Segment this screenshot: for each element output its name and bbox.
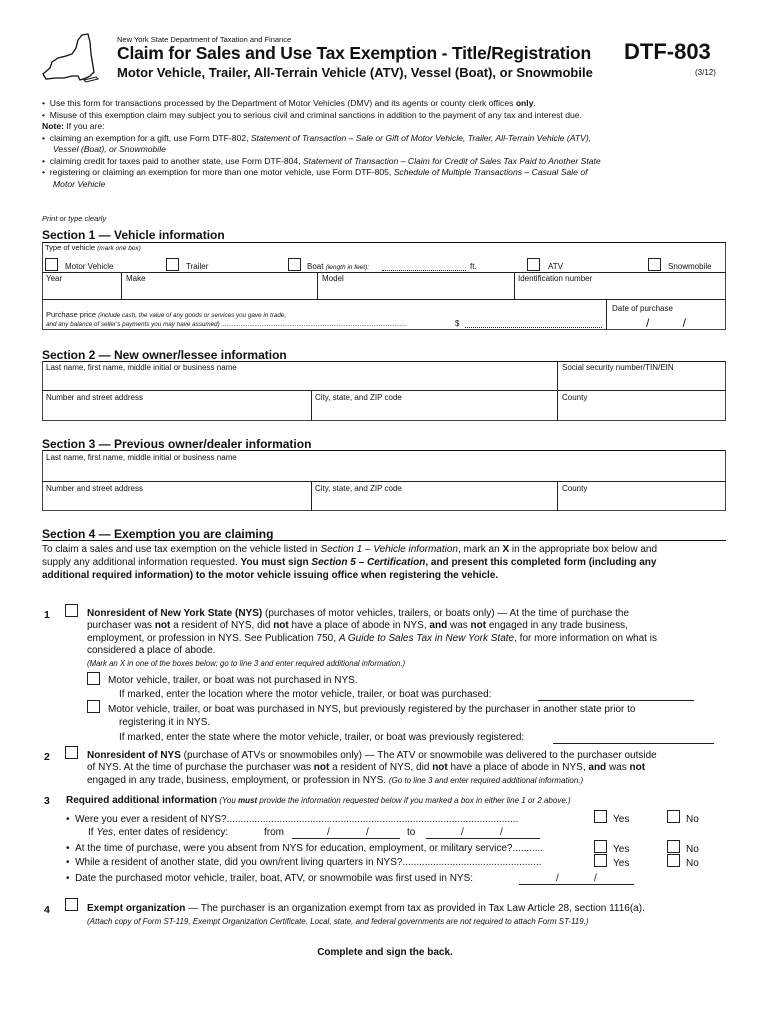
trailer-label: Trailer: [186, 262, 209, 271]
previous-state-input[interactable]: [553, 743, 714, 744]
prev-owner-city-label: City, state, and ZIP code: [315, 484, 402, 493]
q1-no-label: No: [686, 814, 699, 825]
form-number: DTF-803: [624, 39, 711, 64]
q2-yes-checkbox[interactable]: [594, 840, 607, 853]
footer-note: Complete and sign the back.: [317, 947, 453, 958]
line2-checkbox[interactable]: [65, 746, 78, 759]
note-heading: Note: If you are:: [42, 121, 105, 131]
q3-yes-label: Yes: [613, 858, 630, 869]
q2-yes-label: Yes: [613, 844, 630, 855]
line2-text: Nonresident of NYS (purchase of ATVs or snowmobiles only) — The ATV or snowmobile was delivered to the purchaser outside of NYS. At the time of purchase the purchaser was not a resident of NYS, did not have a place of abode in NYS, and was not engaged in any trade, business, employment, or profession in NYS. (Go to line 3 and enter required additional information.): [87, 750, 657, 786]
instruction-bullet: • Misuse of this exemption claim may subject you to serious civil and criminal sanctions in addition to the payment of any tax and interest due.: [42, 109, 582, 120]
line1-option2-label-cont: registering it in NYS.: [119, 717, 211, 728]
date-slash: /: [327, 827, 330, 838]
residency-dates-label: If Yes, enter dates of residency:: [88, 827, 229, 838]
form-title: Claim for Sales and Use Tax Exemption - Title/Registration: [117, 43, 591, 63]
date-slash: /: [366, 827, 369, 838]
atv-label: ATV: [548, 262, 563, 271]
new-york-state-map-icon: [38, 32, 100, 84]
prev-owner-name-label: Last name, first name, middle initial or business name: [46, 453, 237, 462]
line1-option2-if: If marked, enter the state where the motor vehicle, trailer, or boat was previously registered:: [119, 732, 525, 743]
q3-yes-checkbox[interactable]: [594, 854, 607, 867]
id-number-label: Identification number: [518, 274, 593, 283]
line1-option2-checkbox[interactable]: [87, 700, 100, 713]
line1-number: 1: [44, 609, 50, 621]
line1-option1-checkbox[interactable]: [87, 672, 100, 685]
date-slash: /: [461, 827, 464, 838]
instruction-bullet: • Use this form for transactions processed by the Department of Motor Vehicles (DMV) and its agents or county clerk offices only.: [42, 98, 536, 108]
form-subtitle: Motor Vehicle, Trailer, All-Terrain Vehicle (ATV), Vessel (Boat), or Snowmobile: [117, 65, 593, 80]
line2-number: 2: [44, 751, 50, 763]
section3-title: Section 3 — Previous owner/dealer information: [42, 437, 312, 451]
snowmobile-label: Snowmobile: [668, 262, 712, 271]
note-item: • claiming an exemption for a gift, use Form DTF-802, Statement of Transaction – Sale or Gift of Motor Vehicle, Trailer, All-Terrain Vehicle (ATV),: [42, 132, 592, 143]
agency-name: New York State Department of Taxation and Finance: [117, 35, 292, 44]
dollar-sign: $: [455, 319, 460, 328]
motor-vehicle-label: Motor Vehicle: [65, 262, 114, 271]
note-item: • registering or claiming an exemption for more than one motor vehicle, use Form DTF-805, Schedule of Multiple Transactions – Casual Sale of: [42, 167, 588, 177]
line4-number: 4: [44, 904, 50, 916]
date-of-purchase-label: Date of purchase: [612, 304, 673, 313]
question-quarters: • While a resident of another state, did you own/rent living quarters in NYS?..................................................: [66, 857, 542, 868]
line3-heading: Required additional information (You must provide the information requested below if you marked a box in either line 1 or 2 above.): [66, 795, 571, 806]
boat-length-input[interactable]: [382, 270, 466, 271]
section1-title: Section 1 — Vehicle information: [42, 228, 225, 242]
line4-text: Exempt organization — The purchaser is an organization exempt from tax as provided in Tax Law Article 28, section 1116(a). (Attach copy of Form ST-119, Exempt Organization Certificate. Local, state, and federal governments are not required to attach Form ST-119.): [87, 903, 645, 926]
question-first-used: • Date the purchased motor vehicle, trailer, boat, ATV, or snowmobile was first used in NYS:: [66, 873, 474, 884]
question-absent: • At the time of purchase, were you absent from NYS for education, employment, or military service?...........: [66, 843, 544, 854]
instructions: [42, 98, 742, 190]
vehicle-type-label: Type of vehicle (mark one box): [45, 243, 141, 252]
boat-checkbox[interactable]: [288, 258, 301, 271]
model-label: Model: [322, 274, 344, 283]
ft-label: ft.: [470, 262, 477, 271]
to-label: to: [407, 827, 416, 838]
q3-no-label: No: [686, 858, 699, 869]
purchase-price-label: Purchase price (include cash, the value of any goods or services you gave in trade,: [46, 310, 287, 319]
date-of-purchase-input[interactable]: / /: [646, 316, 687, 330]
form-revision: (3/12): [695, 68, 716, 77]
date-slash: /: [556, 873, 559, 884]
note-item-cont: Vessel (Boat), or Snowmobile: [53, 144, 166, 154]
prev-owner-county-label: County: [562, 484, 588, 493]
section4-title: Section 4 — Exemption you are claiming: [42, 527, 274, 541]
boat-label: Boat (length in feet):: [307, 262, 370, 271]
motor-vehicle-checkbox[interactable]: [45, 258, 58, 271]
q2-no-checkbox[interactable]: [667, 840, 680, 853]
prev-owner-street-label: Number and street address: [46, 484, 143, 493]
residency-from-input[interactable]: [292, 838, 400, 839]
section4-intro: To claim a sales and use tax exemption on the vehicle listed in Section 1 – Vehicle information, mark an X in the appropriate box below and supply any additional information requested. You must sign Section 5 – Certification, and present this completed form (including any additional required information) to the motor vehicle issuing office when registering the vehicle.: [42, 544, 658, 581]
line1-option1-if: If marked, enter the location where the motor vehicle, trailer, or boat was purchased:: [119, 689, 492, 700]
question-resident: • Were you ever a resident of NYS?.........................................................................................................: [66, 814, 519, 825]
ssn-label: Social security number/TIN/EIN: [562, 363, 674, 372]
date-slash: /: [594, 873, 597, 884]
note-item: • claiming credit for taxes paid to another state, use Form DTF-804, Statement of Transaction – Claim for Credit of Sales Tax Paid to Another State: [42, 155, 601, 166]
first-used-date-input[interactable]: [519, 884, 634, 885]
q1-yes-label: Yes: [613, 814, 630, 825]
year-label: Year: [46, 274, 63, 283]
line1-checkbox[interactable]: [65, 604, 78, 617]
from-label: from: [264, 827, 284, 838]
line1-option1-label: Motor vehicle, trailer, or boat was not purchased in NYS.: [108, 675, 358, 686]
new-owner-street-label: Number and street address: [46, 393, 143, 402]
snowmobile-checkbox[interactable]: [648, 258, 661, 271]
trailer-checkbox[interactable]: [166, 258, 179, 271]
q2-no-label: No: [686, 844, 699, 855]
line4-checkbox[interactable]: [65, 898, 78, 911]
line3-number: 3: [44, 795, 50, 807]
new-owner-county-label: County: [562, 393, 588, 402]
note-item-cont: Motor Vehicle: [53, 178, 106, 189]
section2-title: Section 2 — New owner/lessee information: [42, 348, 287, 362]
purchase-price-input[interactable]: [465, 327, 602, 328]
atv-checkbox[interactable]: [527, 258, 540, 271]
new-owner-name-label: Last name, first name, middle initial or business name: [46, 363, 237, 372]
date-slash: /: [500, 827, 503, 838]
new-owner-city-label: City, state, and ZIP code: [315, 393, 402, 402]
purchase-price-label-cont: and any balance of seller's payments you may have assumed) ..........................................................................................................: [46, 321, 407, 328]
q1-no-checkbox[interactable]: [667, 810, 680, 823]
make-label: Make: [126, 274, 146, 283]
residency-to-input[interactable]: [426, 838, 540, 839]
q1-yes-checkbox[interactable]: [594, 810, 607, 823]
purchase-location-input[interactable]: [538, 700, 694, 701]
q3-no-checkbox[interactable]: [667, 854, 680, 867]
print-clearly: Print or type clearly: [42, 214, 107, 223]
line1-option2-label: Motor vehicle, trailer, or boat was purchased in NYS, but previously registered by the purchaser in another state prior to: [108, 704, 636, 715]
line1-text: Nonresident of New York State (NYS) (purchases of motor vehicles, trailers, or boats only) — At the time of purchase the purchaser was not a resident of NYS, did not have a place of abode in NYS, and was not engaged in any trade business, employment, or profession in NYS. See Publication 750, A Guide to Sales Tax in New York State, for more information on what is considered a place of abode. (Mark an X in one of the boxes below; go to line 3 and enter required additional information.): [87, 608, 657, 668]
